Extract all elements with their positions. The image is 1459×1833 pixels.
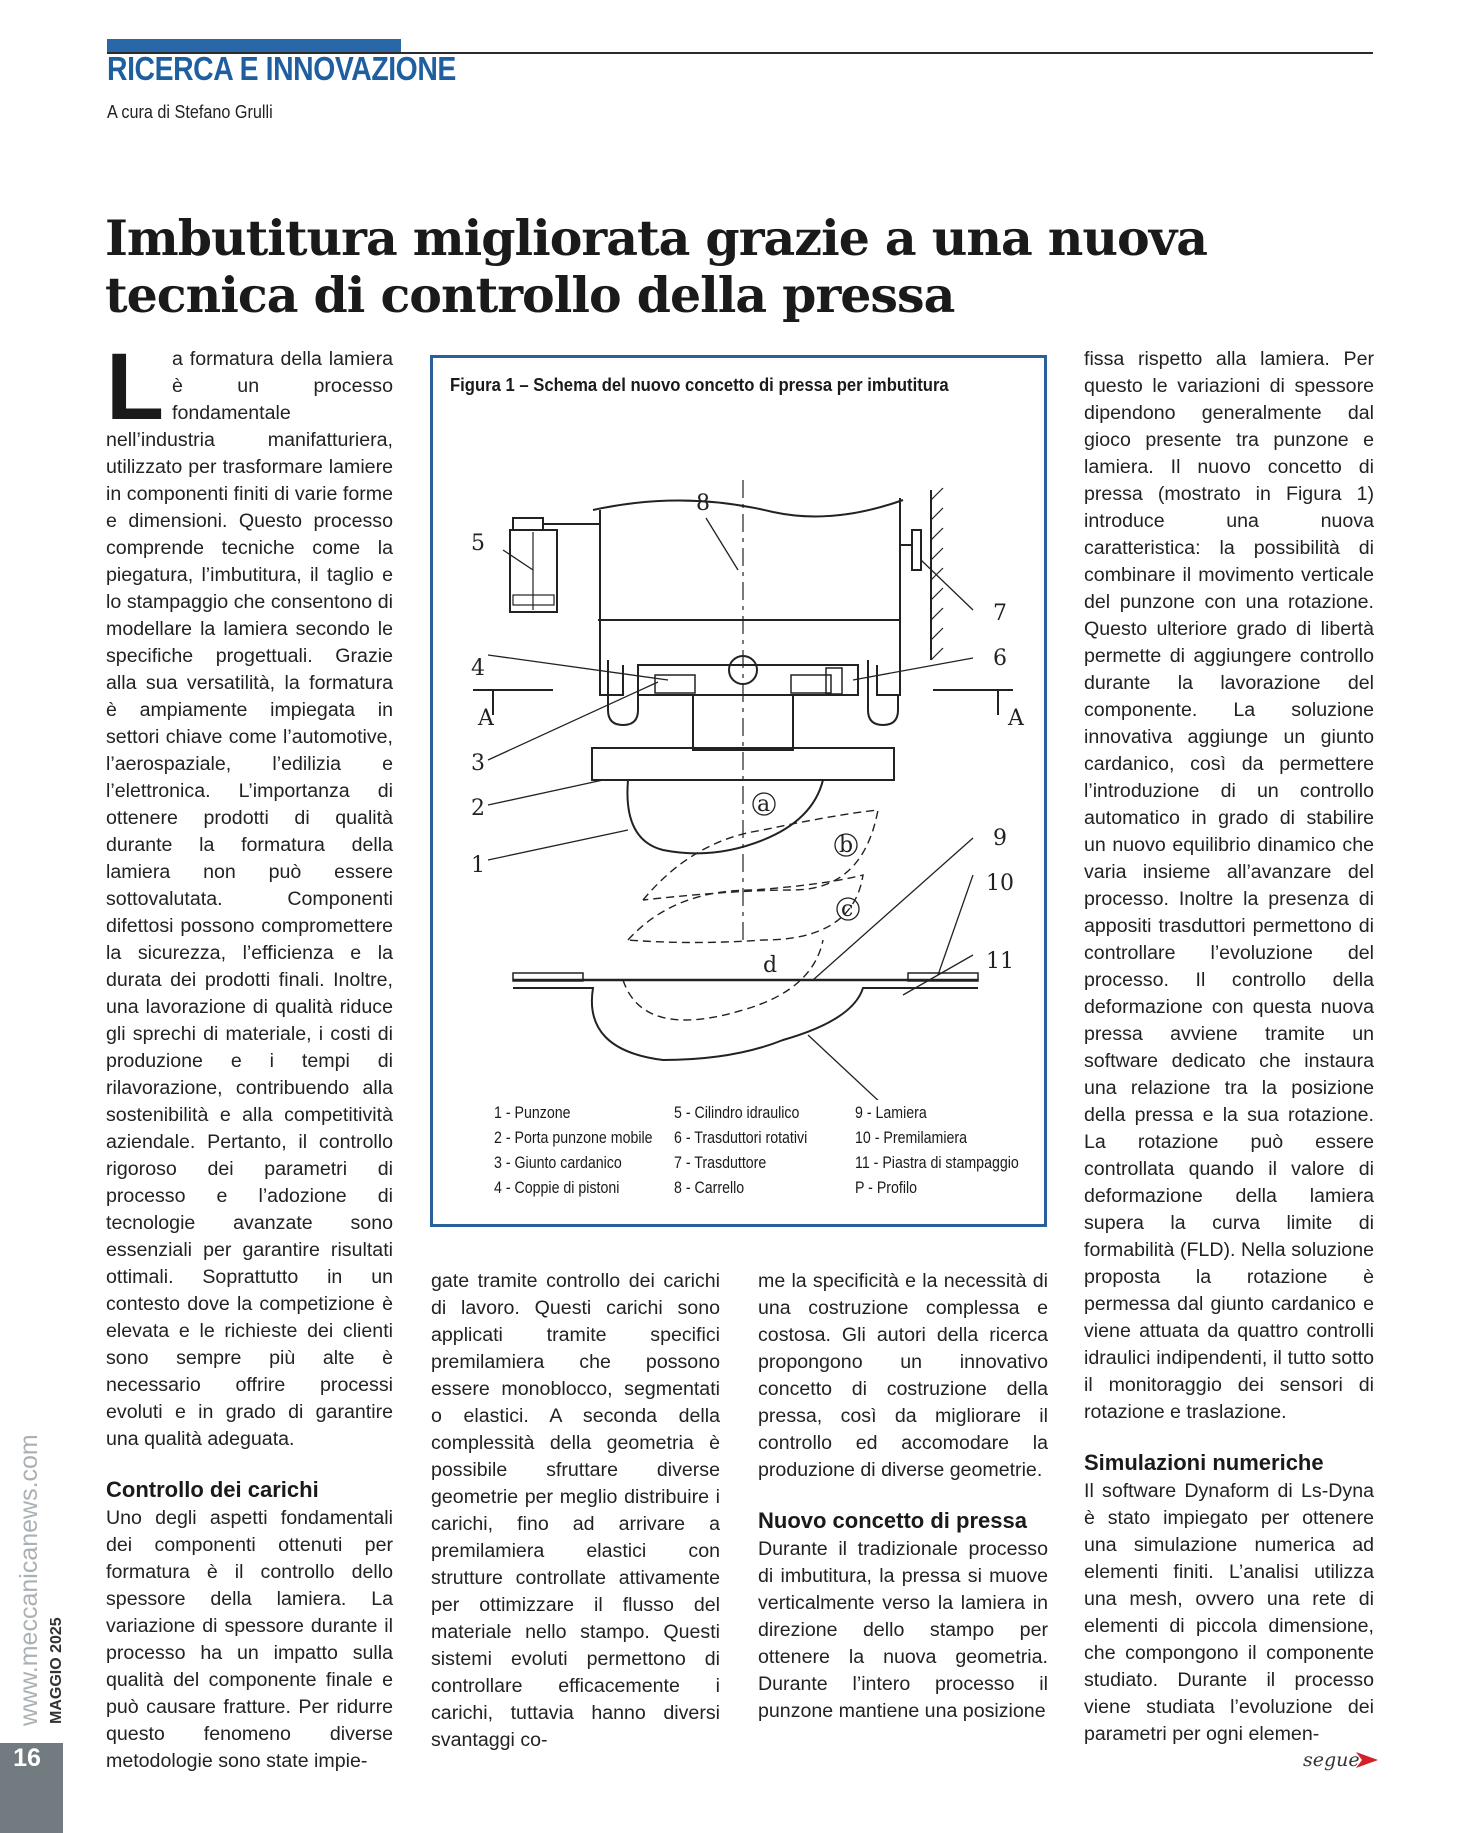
subhead-nuovo-concetto: Nuovo concetto di pressa <box>758 1508 1027 1533</box>
title-line-2: tecnica di controllo della pressa <box>105 266 955 324</box>
curator-line: A cura di Stefano Grulli <box>107 102 273 122</box>
label-6: 6 <box>993 646 1007 671</box>
label-d: d <box>763 953 778 978</box>
right-leg <box>877 620 900 695</box>
website-url[interactable]: www.meccanicanews.com <box>15 1434 43 1726</box>
label-3: 3 <box>471 751 485 776</box>
piston-right <box>791 675 831 693</box>
continue-arrow-icon <box>1356 1750 1378 1770</box>
piston-left <box>655 675 695 693</box>
profile-c <box>628 875 863 943</box>
transducer-7 <box>912 530 921 570</box>
legend-item: 3 - Giunto cardanico <box>494 1154 622 1172</box>
label-8: 8 <box>696 491 710 516</box>
column-3 <box>758 1268 1048 1725</box>
column-1 <box>106 334 393 1775</box>
label-7: 7 <box>993 601 1007 626</box>
label-A-right: A <box>1008 706 1024 731</box>
cylinder-bracket <box>513 518 543 530</box>
legend-item: 4 - Coppie di pistoni <box>494 1179 620 1197</box>
legend-item: 10 - Premilamiera <box>855 1129 967 1147</box>
left-leg <box>600 620 623 695</box>
label-1: 1 <box>471 853 485 878</box>
paragraph-carichi-b: gate tramite controllo dei carichi di lavoro. Questi carichi sono applicati tramite specifici premilamiera che possono essere monoblocco, segmentati o elastici. A seconda della complessità della geometria è possibile sfruttare diverse geometrie per meglio distribuire i carichi, fino ad arrivare a premilamiera elastici con strutture controllate attivamente per ottimizzare il flusso del materiale nello stampo. Questi sistemi evoluti permettono di controllare efficacemente i carichi, tuttavia hanno diversi svantaggi co- <box>431 1270 720 1751</box>
label-4: 4 <box>471 656 485 681</box>
page-number: 16 <box>13 1744 41 1772</box>
legend-item: 6 - Trasduttori rotativi <box>674 1129 808 1147</box>
paragraph-carichi-a: Uno degli aspetti fondamentali dei componenti ottenuti per formatura è il controllo dello spessore della lamiera. La variazione di spessore durante il processo ha un impatto sulla qualità del componente finale e può causare fratture. Per ridurre questo fenomeno diverse metodologie sono state impie- <box>106 1507 393 1772</box>
carriage-top-break <box>593 500 903 516</box>
label-c: c <box>841 897 854 922</box>
column-4 <box>1084 346 1374 1748</box>
press-diagram <box>433 420 1044 1100</box>
paragraph-simulazioni: Il software Dynaform di Ls-Dyna è stato impiegato per ottenere una simulazione numerica ad elementi finiti. L’analisi utilizza una mesh, ovvero una rete di elementi di piccola dimensione, che compongono il componente studiato. Durante il processo viene studiata l’evoluzione dei parametri per ogni elemen- <box>1084 1480 1374 1745</box>
legend-col-2 <box>674 1101 807 1201</box>
legend-item: 1 - Punzone <box>494 1104 571 1122</box>
label-2: 2 <box>471 796 485 821</box>
title-line-1: Imbutitura migliorata grazie a una nuova <box>105 209 1207 267</box>
label-b: b <box>839 833 854 858</box>
subhead-simulazioni: Simulazioni numeriche <box>1084 1450 1324 1475</box>
legend-item: 11 - Piastra di stampaggio <box>855 1154 1019 1172</box>
section-title: RICERCA E INNOVAZIONE <box>107 50 456 87</box>
legend-col-1 <box>494 1101 653 1201</box>
paragraph-pressa-b: fissa rispetto alla lamiera. Per questo le variazioni di spessore dipendono generalmente dal gioco presente tra punzone e lamiera. Il nuovo concetto di pressa (mostrato in Figura 1) introduce una nuova caratteristica: la possibilità di combinare il movimento verticale del punzone con una rotazione. Questo ulteriore grado di libertà permette di aggiungere controllo durante la lavorazione del componente. La soluzione innovativa aggiunge un giunto cardanico, così da permettere l’introduzione di un controllo automatico in grado di stabilire un nuovo equilibrio dinamico che varia insieme all’avanzare del processo. Inoltre la presenza di appositi trasduttori permettono di controllare l’evoluzione del processo. Il controllo della deformazione con questa nuova pressa avviene tramite un software dedicato che instaura una relazione tra la posizione della pressa e la sua rotazione. La rotazione può essere controllata quando il valore di deformazione della lamiera supera la curva limite di formabilità (FLD). Nella soluzione proposta la rotazione è permessa dal giunto cardanico e viene attuata da quattro controlli idraulici indipendenti, il tutto sotto il monitoraggio dei sensori di rotazione e traslazione. <box>1084 348 1374 1423</box>
right-bump <box>868 660 898 725</box>
legend-item: 2 - Porta punzone mobile <box>494 1129 653 1147</box>
punch-1 <box>627 780 823 853</box>
continue-label: segue <box>1303 1749 1360 1771</box>
subhead-controllo: Controllo dei carichi <box>106 1477 319 1502</box>
figure-caption: Figura 1 – Schema del nuovo concetto di pressa per imbutitura <box>450 374 949 395</box>
legend-item: 8 - Carrello <box>674 1179 745 1197</box>
label-5: 5 <box>471 531 485 556</box>
legend-item: 9 - Lamiera <box>855 1104 927 1122</box>
die-11 <box>513 988 978 1060</box>
label-a: a <box>757 792 771 817</box>
column-2 <box>431 1268 720 1754</box>
article-title <box>105 210 1365 324</box>
label-10: 10 <box>986 871 1014 896</box>
dropcap: L <box>106 334 165 440</box>
intro-text: a formatura della lamiera è un processo fondamentale nell’industria manifatturiera, utilizzato per trasformare lamiere in componenti finiti di varie forme e dimensioni. Questo processo comprende tecniche come la piegatura, l’imbutitura, il taglio e lo stampaggio che consentono di modellare la lamiera secondo le specifiche progettuali. Grazie alla sua versatilità, la formatura è ampiamente impiegata in settori chiave come l’automotive, l’aerospaziale, l’edilizia e l’elettronica. L’importanza di ottenere prodotti di qualità durante la formatura della lamiera non può essere sottovalutata. Componenti difettosi possono compromettere la sicurezza, l’efficienza e la durata dei prodotti finali. Inoltre, una lavorazione di qualità riduce gli sprechi di materiale, i costi di produzione e i tempi di rilavorazione, contribuendo alla sostenibilità e alla competitività aziendale. Pertanto, il controllo rigoroso dei parametri di processo e l’adozione di tecnologie avanzate sono essenziali per garantire risultati ottimali. Soprattutto in un contesto dove la competizione è elevata e le richieste dei clienti sono sempre più alte è necessario offrire processi evoluti e in grado di garantire una qualità adeguata. <box>106 348 393 1450</box>
legend-item: 7 - Trasduttore <box>674 1154 767 1172</box>
wall-hatch <box>931 488 943 660</box>
rotary-transducer-6 <box>826 668 842 694</box>
legend-item: P - Profilo <box>855 1179 918 1197</box>
legend-item: 5 - Cilindro idraulico <box>674 1104 800 1122</box>
issue-date: MAGGIO 2025 <box>48 1617 65 1724</box>
cardan-housing <box>638 665 858 695</box>
legend-col-3 <box>855 1101 1019 1201</box>
label-11: 11 <box>986 949 1014 974</box>
label-A-left: A <box>478 706 494 731</box>
intro-paragraph <box>106 334 393 1453</box>
paragraph-carichi-c: me la specificità e la necessità di una costruzione complessa e costosa. Gli autori della ricerca propongono un innovativo concetto di costruzione della pressa, così da migliorare il controllo ed accomodare la produzione di diverse geometrie. <box>758 1270 1048 1481</box>
paragraph-pressa-a: Durante il tradizionale processo di imbutitura, la pressa si muove verticalmente verso la lamiera in direzione dello stampo per ottenere la nuova geometria. Durante l’intero processo il punzone mantiene una posizione <box>758 1538 1048 1722</box>
label-9: 9 <box>993 826 1007 851</box>
